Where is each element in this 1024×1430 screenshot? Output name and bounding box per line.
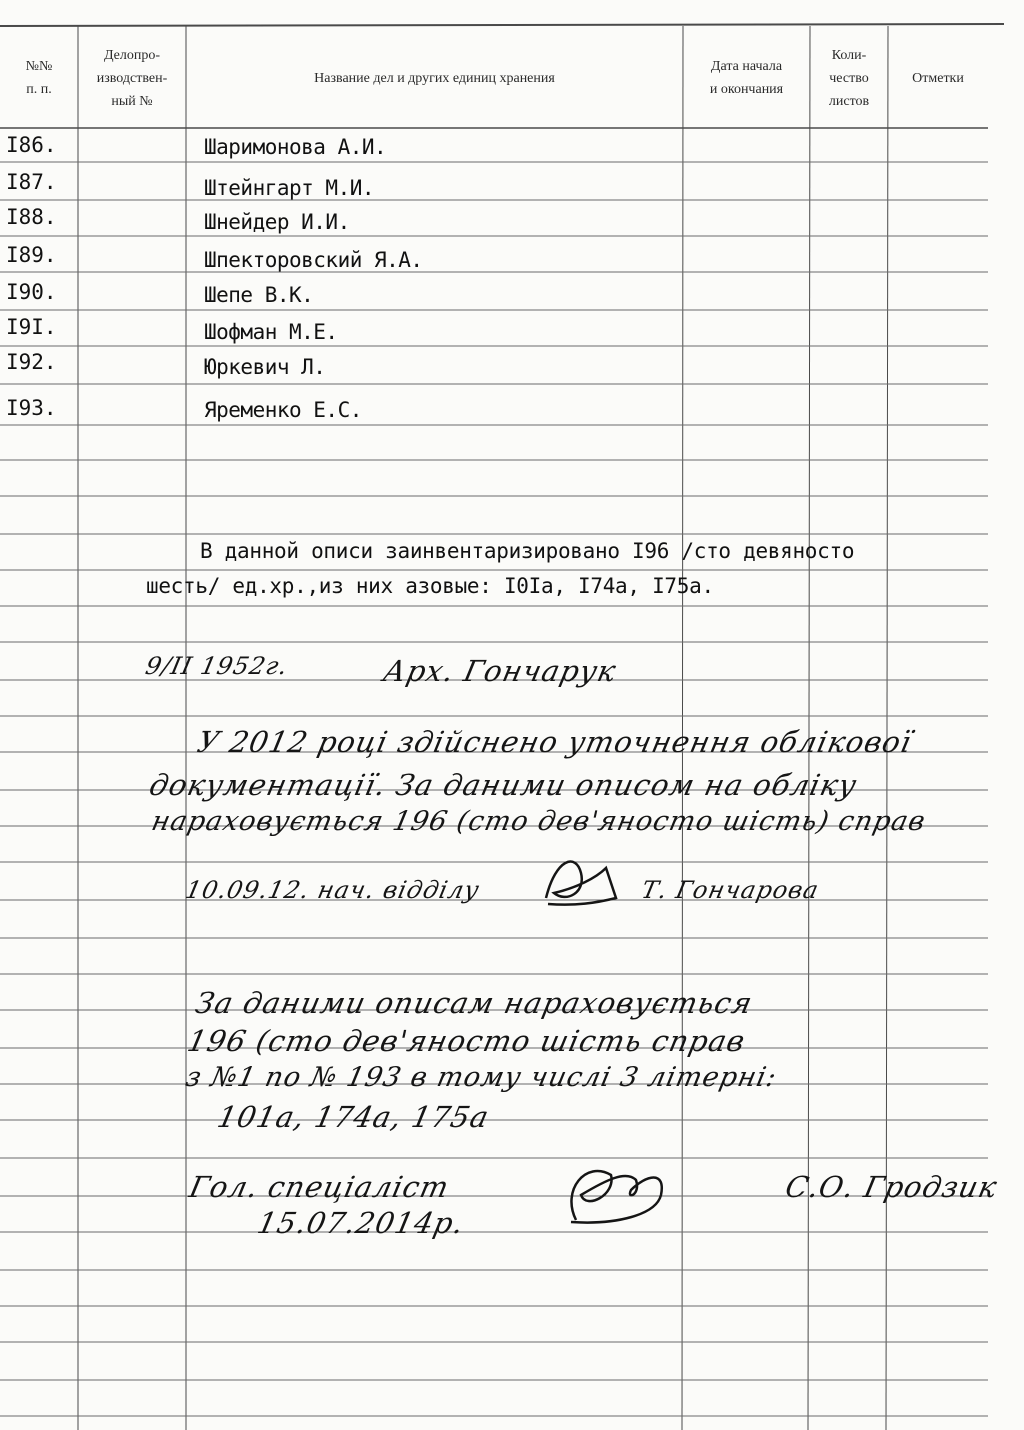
note-2014-line-3: з №1 по № 193 в тому числі 3 літерні:	[182, 1062, 780, 1093]
header-number: №№ п. п.	[25, 59, 53, 97]
header-sheets: Коли- чество листов	[828, 47, 870, 109]
signature-mark	[536, 848, 626, 918]
note-2012-signer: Т. Гончарова	[639, 876, 822, 904]
note-2014-date: 15.07.2014р.	[254, 1206, 468, 1240]
row-name: Шофман М.Е.	[204, 320, 338, 344]
sign-1952-text: Арх. Гончарук	[380, 654, 620, 688]
final-note-line-1: В данной описи заинвентаризировано I96 /сто девяносто	[200, 539, 855, 563]
row-number: I86.	[6, 133, 57, 157]
row-name: Юркевич Л.	[204, 355, 326, 379]
header-dates: Дата начала и окончания	[709, 59, 784, 97]
sign-1952-date: 9/II 1952г.	[143, 652, 291, 680]
row-number: I90.	[6, 280, 57, 304]
row-number: I93.	[6, 396, 57, 420]
note-2012-line-2: документації. За даними описом на обліку	[146, 768, 861, 802]
note-2014-line-1: За даними описам нараховується	[192, 986, 756, 1020]
header-notes: Отметки	[912, 70, 964, 86]
note-2012-signature-line: 10.09.12. нач. відділу	[183, 876, 483, 904]
row-number: I89.	[6, 243, 57, 267]
header-office-number: Делопро- изводствен- ный №	[96, 47, 168, 109]
row-number: I92.	[6, 350, 57, 374]
note-2014-position: Гол. спеціаліст	[186, 1170, 453, 1204]
final-note-line-2: шесть/ ед.хр.,из них азовые: I0Iа, I74а, I75а.	[146, 574, 714, 598]
row-number: I87.	[6, 170, 57, 194]
row-name: Яременко Е.С.	[204, 398, 362, 422]
row-name: Шпекторовский Я.А.	[204, 248, 423, 272]
note-2012-line-3: нараховується 196 (сто дев'яносто шість) справ	[148, 806, 929, 837]
row-name: Шаримонова А.И.	[204, 135, 387, 159]
note-2014-signer: С.О. Гродзик	[782, 1170, 1001, 1204]
note-2014-line-4: 101а, 174а, 175а	[214, 1100, 493, 1134]
note-2014-line-2: 196 (сто дев'яносто шість справ	[184, 1024, 749, 1058]
row-name: Шепе В.К.	[204, 283, 314, 307]
header-title: Название дел и других единиц хранения	[314, 70, 555, 86]
row-name: Шнейдер И.И.	[204, 210, 350, 234]
signature-mark	[556, 1150, 686, 1240]
row-name: Штейнгарт М.И.	[204, 176, 375, 200]
row-number: I88.	[6, 205, 57, 229]
row-number: I9I.	[6, 315, 57, 339]
note-2012-line-1: У 2012 році здійснено уточнення облікової	[194, 725, 916, 759]
